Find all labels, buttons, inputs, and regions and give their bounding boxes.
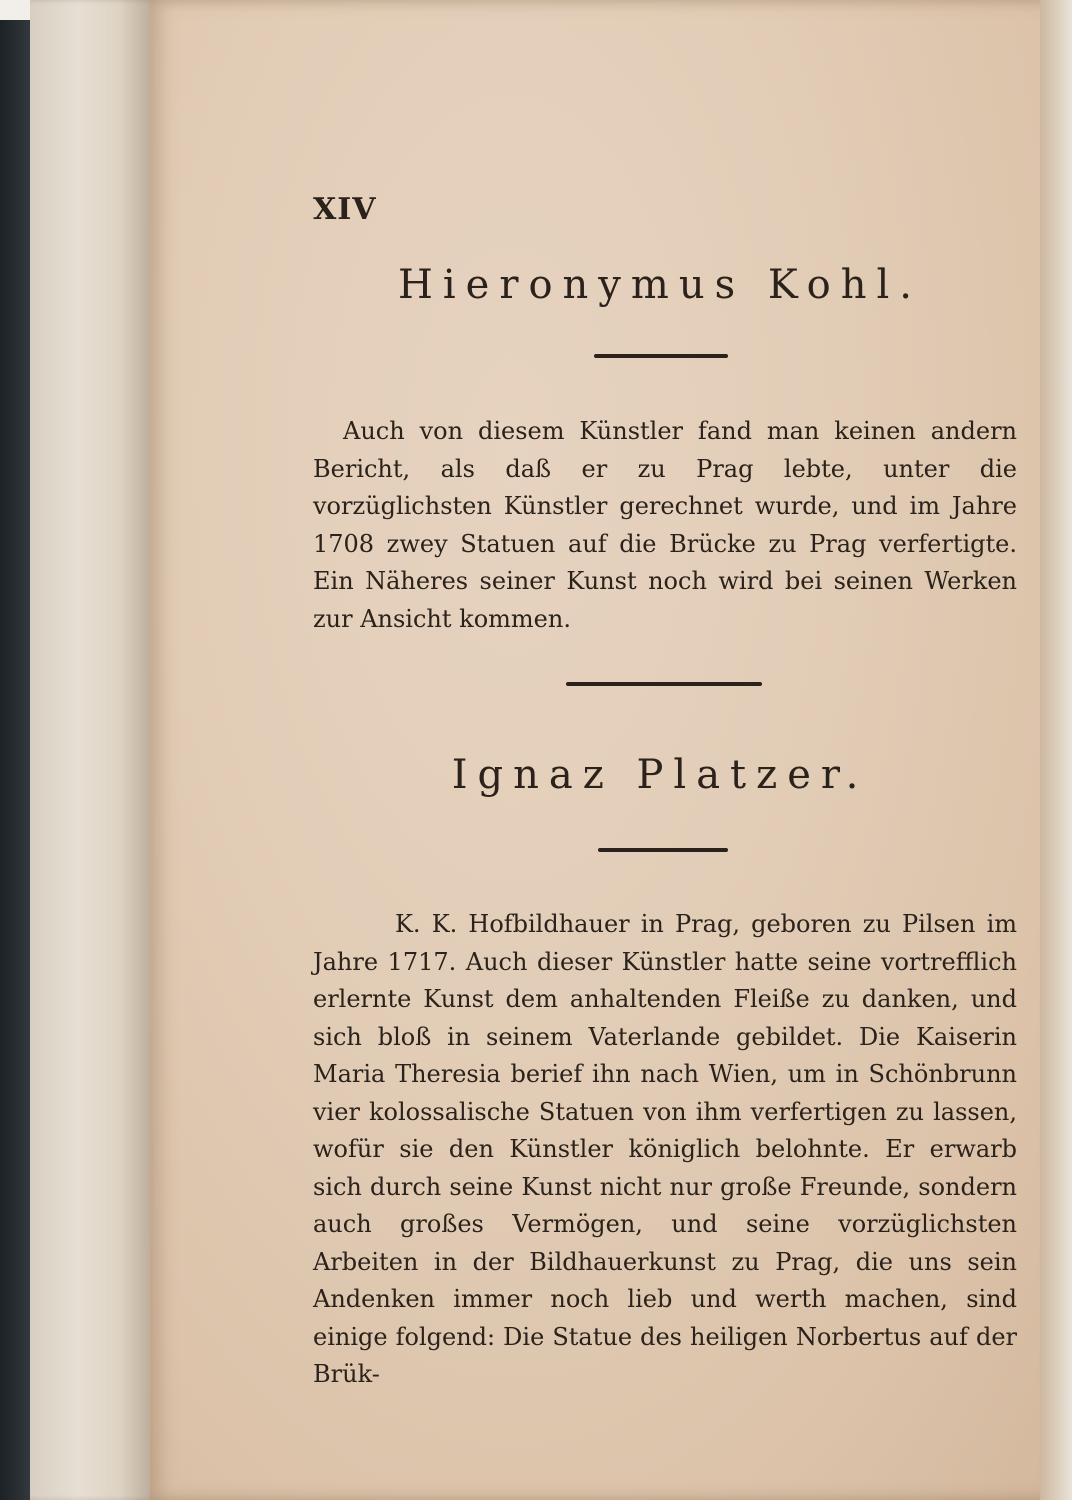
page-number: XIV xyxy=(313,192,377,227)
section-body-platzer: K. K. Hofbildhauer in Prag, geboren zu Pilsen im Jahre 1717. Auch dieser Künstler hatte seine vortrefflich erlernte Kunst dem anhaltenden Fleiße zu danken, und sich bloß in seinem Vaterlande gebildet. Die Kaiserin Maria Theresia berief ihn nach Wien, um in Schönbrunn vier kolossalische Statuen von ihm verfertigen zu lassen, wofür sie den Künstler königlich belohnte. Er erwarb sich durch seine Kunst nicht nur große Freunde, sondern auch großes Vermögen, und seine vorzüglichsten Arbeiten in der Bildhauerkunst zu Prag, die uns sein Andenken immer noch lieb und werth machen, sind einige folgend: Die Statue des heiligen Norbertus auf der Brük- xyxy=(313,910,1017,1388)
section-divider xyxy=(598,848,728,852)
section-title-kohl: Hieronymus Kohl. xyxy=(397,262,922,308)
section-divider xyxy=(594,354,728,358)
section-title-platzer: Ignaz Platzer. xyxy=(451,752,869,798)
section-divider xyxy=(566,682,762,686)
section-body-kohl: Auch von diesem Künstler fand man keinen andern Bericht, als daß er zu Prag lebte, unter die vorzüglichsten Künstler gerechnet wurde, und im Jahre 1708 zwey Statuen auf die Brücke zu Prag verfertigte. Ein Näheres seiner Kunst noch wird bei seinen Werken zur Ansicht kommen. xyxy=(313,417,1017,633)
page-right-edge xyxy=(1040,0,1072,1500)
